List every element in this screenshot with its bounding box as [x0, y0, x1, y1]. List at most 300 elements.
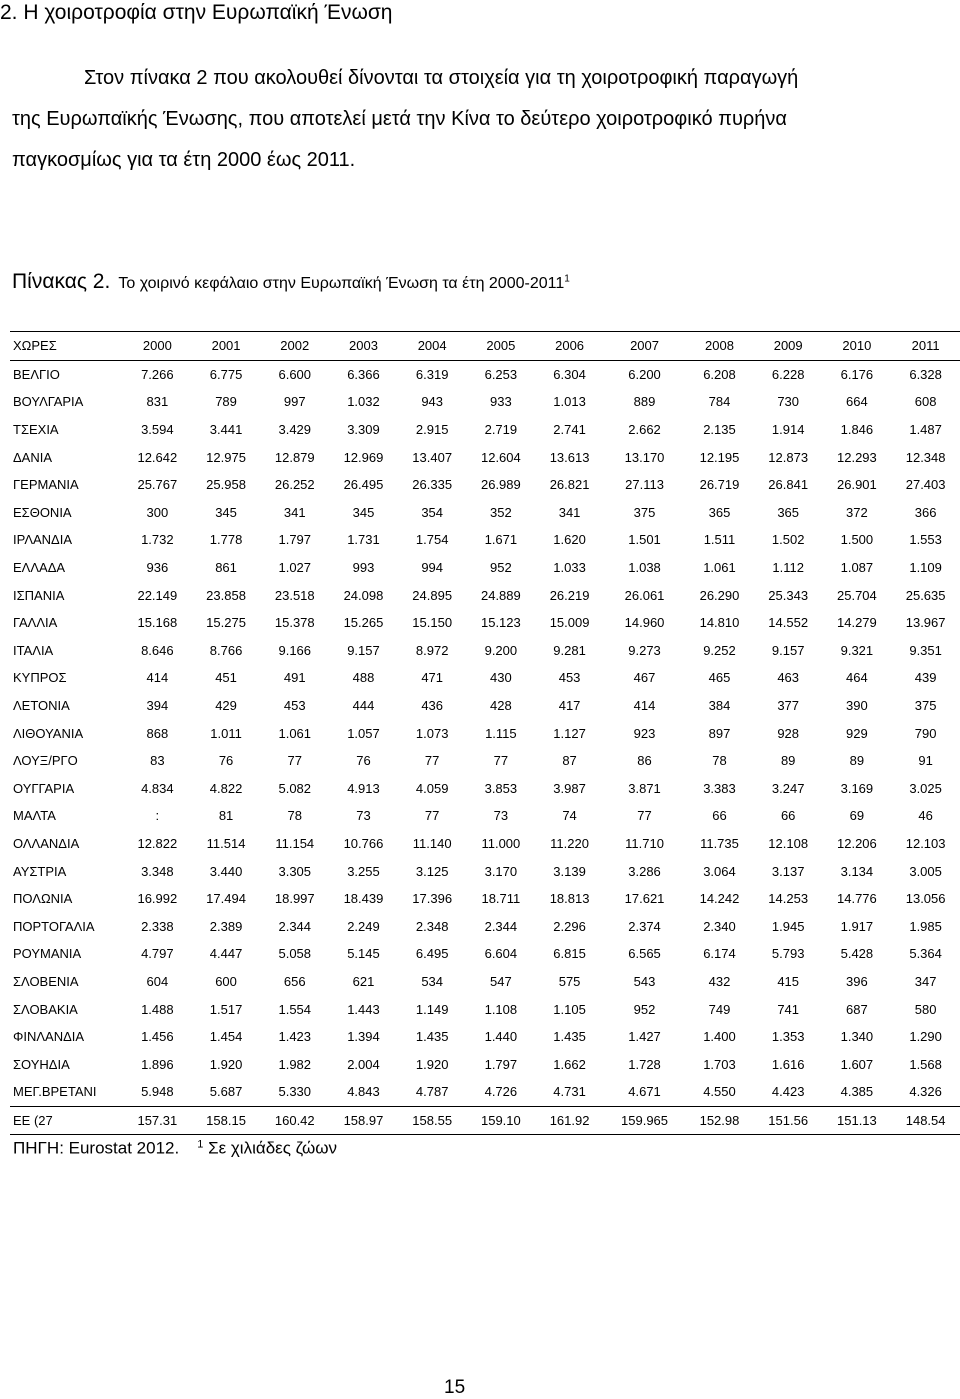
- value-cell: 1.797: [484, 1056, 518, 1072]
- total-row: [10, 1106, 960, 1135]
- value-cell: 1.394: [347, 1029, 380, 1045]
- value-cell: 3.853: [484, 780, 518, 796]
- value-cell: 341: [283, 504, 306, 520]
- value-cell: 26.901: [837, 477, 877, 493]
- value-cell: 1.920: [415, 1056, 449, 1072]
- country-cell: ΑΥΣΤΡΙΑ: [13, 863, 67, 879]
- value-cell: 1.340: [840, 1029, 874, 1045]
- value-cell: 9.157: [771, 642, 805, 658]
- column-header-year: 2002: [260, 332, 329, 361]
- country-cell: ΒΟΥΛΓΑΡΙΑ: [13, 394, 84, 410]
- value-cell: 547: [490, 973, 512, 989]
- table-row: [10, 1050, 960, 1078]
- value-cell: 534: [421, 973, 444, 989]
- value-cell: 2.915: [415, 422, 449, 438]
- value-cell: 83: [150, 753, 165, 769]
- value-cell: 4.822: [209, 780, 243, 796]
- value-cell: 1.112: [772, 560, 804, 576]
- value-cell: 4.843: [347, 1084, 380, 1100]
- value-cell: 439: [914, 670, 937, 686]
- value-cell: 365: [708, 504, 731, 520]
- value-cell: 23.518: [274, 587, 315, 603]
- total-value-cell: 157.31: [123, 1106, 192, 1135]
- value-cell: 6.495: [415, 946, 449, 962]
- value-cell: 6.328: [909, 366, 942, 382]
- total-value-cell: 158.55: [398, 1106, 467, 1135]
- intro-line: παγκοσμίως για τα έτη 2000 έως 2011.: [12, 149, 356, 171]
- value-cell: 77: [493, 753, 509, 769]
- value-cell: 26.989: [480, 477, 521, 493]
- value-cell: 372: [846, 504, 868, 520]
- total-value-cell: 160.42: [260, 1106, 329, 1135]
- intro-line: Στον πίνακα 2 που ακολουθεί δίνονται τα στοιχεία για τη χοιροτροφική παραγωγή: [84, 67, 799, 89]
- value-cell: 1.754: [415, 532, 449, 548]
- value-cell: 417: [558, 698, 581, 714]
- column-header-year: 2000: [123, 332, 192, 361]
- value-cell: 78: [287, 808, 302, 824]
- value-cell: 74: [562, 808, 577, 824]
- value-cell: 8.766: [209, 642, 243, 658]
- total-value-cell: 159.965: [604, 1106, 685, 1135]
- value-cell: 12.195: [699, 449, 740, 465]
- value-cell: 4.385: [840, 1084, 874, 1100]
- value-cell: 26.061: [624, 587, 665, 603]
- total-value-cell: 159.10: [467, 1106, 536, 1135]
- table-row: [10, 360, 960, 388]
- value-cell: 749: [708, 1001, 731, 1017]
- value-cell: 13.407: [412, 449, 453, 465]
- country-cell: ΜΕΓ.ΒΡΕΤΑΝΙ: [13, 1084, 97, 1100]
- value-cell: 1.353: [771, 1029, 805, 1045]
- total-value-cell: 152.98: [685, 1106, 754, 1135]
- value-cell: 2.348: [415, 918, 449, 934]
- value-cell: 15.168: [137, 615, 178, 631]
- page-number: 15: [444, 1377, 466, 1398]
- total-value-cell: 158.97: [329, 1106, 398, 1135]
- value-cell: 24.889: [480, 587, 521, 603]
- table-header-row: [10, 332, 960, 361]
- value-cell: 428: [490, 698, 512, 714]
- value-cell: 66: [780, 808, 796, 824]
- value-cell: 345: [352, 504, 375, 520]
- total-value-cell: 161.92: [535, 1106, 604, 1135]
- country-cell: ΕΛΛΑΔΑ: [13, 560, 66, 576]
- value-cell: 15.265: [343, 615, 384, 631]
- intro-paragraph: [12, 58, 912, 181]
- value-cell: 463: [777, 670, 800, 686]
- table-row: [10, 775, 960, 803]
- value-cell: 25.958: [206, 477, 246, 493]
- value-cell: 4.913: [347, 780, 380, 796]
- value-cell: 66: [712, 808, 727, 824]
- value-cell: 2.338: [141, 918, 174, 934]
- column-header-year: 2011: [891, 332, 960, 361]
- country-cell: ΚΥΠΡΟΣ: [13, 670, 67, 686]
- value-cell: 3.383: [703, 780, 736, 796]
- value-cell: 12.206: [837, 835, 877, 851]
- value-cell: 15.123: [480, 615, 521, 631]
- country-cell: ΕΣΘΟΝΙΑ: [13, 504, 72, 520]
- value-cell: 9.351: [909, 642, 942, 658]
- value-cell: 3.247: [771, 780, 805, 796]
- value-cell: 664: [846, 394, 868, 410]
- value-cell: 488: [352, 670, 375, 686]
- value-cell: 784: [708, 394, 731, 410]
- value-cell: 384: [708, 698, 731, 714]
- value-cell: 15.150: [412, 615, 453, 631]
- table-row: [10, 692, 960, 720]
- value-cell: 14.279: [837, 615, 877, 631]
- table-row: [10, 968, 960, 996]
- value-cell: 994: [421, 560, 444, 576]
- value-cell: 352: [490, 504, 512, 520]
- value-cell: 1.607: [840, 1056, 874, 1072]
- value-cell: 6.176: [840, 366, 874, 382]
- value-cell: 5.145: [347, 946, 380, 962]
- value-cell: 1.487: [909, 422, 942, 438]
- value-cell: 6.604: [484, 946, 518, 962]
- value-cell: 1.427: [628, 1029, 661, 1045]
- value-cell: 5.330: [278, 1084, 312, 1100]
- value-cell: 13.967: [905, 615, 946, 631]
- value-cell: 453: [558, 670, 581, 686]
- value-cell: 1.290: [909, 1029, 942, 1045]
- country-cell: ΟΛΛΑΝΔΙΑ: [13, 835, 80, 851]
- value-cell: 23.858: [206, 587, 246, 603]
- value-cell: 2.344: [278, 918, 312, 934]
- value-cell: 1.400: [703, 1029, 736, 1045]
- value-cell: 1.945: [771, 918, 805, 934]
- value-cell: 73: [356, 808, 371, 824]
- total-value-cell: 158.15: [192, 1106, 261, 1135]
- value-cell: 923: [633, 725, 656, 741]
- value-cell: 1.985: [909, 918, 942, 934]
- value-cell: 9.281: [553, 642, 586, 658]
- value-cell: 24.098: [343, 587, 384, 603]
- value-cell: 6.600: [278, 366, 312, 382]
- value-cell: 9.321: [840, 642, 874, 658]
- value-cell: 26.841: [768, 477, 809, 493]
- value-cell: 1.033: [553, 560, 586, 576]
- value-cell: 656: [283, 973, 306, 989]
- value-cell: 3.987: [553, 780, 586, 796]
- value-cell: 1.568: [909, 1056, 942, 1072]
- value-cell: 396: [846, 973, 868, 989]
- value-cell: 3.348: [141, 863, 174, 879]
- value-cell: 27.403: [905, 477, 946, 493]
- value-cell: 2.719: [484, 422, 518, 438]
- value-cell: 1.087: [840, 560, 874, 576]
- value-cell: 11.735: [700, 835, 739, 851]
- value-cell: 26.290: [699, 587, 740, 603]
- total-value-cell: 151.13: [823, 1106, 892, 1135]
- pig-population-table: [10, 331, 960, 1135]
- value-cell: 432: [708, 973, 731, 989]
- value-cell: 366: [914, 504, 937, 520]
- value-cell: 25.767: [137, 477, 178, 493]
- value-cell: 89: [849, 753, 865, 769]
- country-cell: ΙΣΠΑΝΙΑ: [13, 587, 65, 603]
- value-cell: 464: [846, 670, 868, 686]
- value-cell: 1.554: [278, 1001, 312, 1017]
- value-cell: 1.057: [347, 725, 380, 741]
- value-cell: 3.305: [278, 863, 312, 879]
- column-header-year: 2003: [329, 332, 398, 361]
- value-cell: 26.719: [699, 477, 740, 493]
- value-cell: 24.895: [412, 587, 453, 603]
- intro-line: της Ευρωπαϊκής Ένωσης, που αποτελεί μετά την Κίνα το δεύτερο χοιροτροφικό πυρήνα: [12, 108, 787, 130]
- table-row: [10, 995, 960, 1023]
- value-cell: 3.255: [347, 863, 380, 879]
- footnote-mark: 1: [564, 273, 570, 285]
- value-cell: 345: [215, 504, 237, 520]
- value-cell: 952: [490, 560, 512, 576]
- value-cell: 26.335: [412, 477, 453, 493]
- value-cell: 4.726: [484, 1084, 518, 1100]
- value-cell: 300: [146, 504, 169, 520]
- value-cell: 2.296: [553, 918, 586, 934]
- value-cell: 1.914: [771, 422, 805, 438]
- value-cell: 12.293: [837, 449, 877, 465]
- value-cell: 2.344: [484, 918, 518, 934]
- value-cell: 1.703: [703, 1056, 736, 1072]
- table-row: [10, 443, 960, 471]
- value-cell: 46: [918, 808, 933, 824]
- value-cell: 608: [914, 394, 937, 410]
- value-cell: 5.793: [771, 946, 805, 962]
- value-cell: 17.494: [206, 891, 246, 907]
- value-cell: 14.253: [768, 891, 809, 907]
- value-cell: 26.495: [343, 477, 384, 493]
- value-cell: 790: [914, 725, 937, 741]
- value-cell: 2.004: [347, 1056, 380, 1072]
- country-cell: ΟΥΓΓΑΡΙΑ: [13, 780, 75, 796]
- country-cell: ΣΛΟΒΑΚΙΑ: [13, 1001, 78, 1017]
- value-cell: 77: [637, 808, 652, 824]
- column-header-year: 2005: [467, 332, 536, 361]
- value-cell: 928: [777, 725, 800, 741]
- value-cell: 1.127: [553, 725, 586, 741]
- value-cell: 2.662: [628, 422, 661, 438]
- table-row: [10, 940, 960, 968]
- value-cell: 687: [846, 1001, 868, 1017]
- value-cell: 1.027: [278, 560, 312, 576]
- value-cell: 10.766: [343, 835, 384, 851]
- value-cell: 365: [777, 504, 800, 520]
- value-cell: 377: [777, 698, 800, 714]
- table-row: [10, 1078, 960, 1106]
- value-cell: 4.731: [553, 1084, 586, 1100]
- value-cell: 89: [780, 753, 796, 769]
- value-cell: 9.200: [484, 642, 518, 658]
- value-cell: 3.025: [909, 780, 942, 796]
- value-cell: 730: [777, 394, 800, 410]
- value-cell: 4.550: [703, 1084, 736, 1100]
- value-cell: 1.732: [141, 532, 174, 548]
- value-cell: 76: [356, 753, 371, 769]
- value-cell: 4.447: [209, 946, 243, 962]
- value-cell: 1.149: [415, 1001, 449, 1017]
- value-cell: 1.500: [840, 532, 874, 548]
- value-cell: 4.059: [415, 780, 449, 796]
- value-cell: 81: [218, 808, 234, 824]
- value-cell: 414: [633, 698, 656, 714]
- value-cell: 1.846: [840, 422, 874, 438]
- total-value-cell: 148.54: [891, 1106, 960, 1135]
- value-cell: 1.662: [553, 1056, 586, 1072]
- value-cell: 12.969: [343, 449, 384, 465]
- value-cell: 621: [352, 973, 375, 989]
- value-cell: 1.440: [484, 1029, 518, 1045]
- value-cell: 73: [493, 808, 509, 824]
- value-cell: 429: [215, 698, 237, 714]
- country-cell: ΦΙΝΛΑΝΔΙΑ: [13, 1029, 85, 1045]
- value-cell: 471: [421, 670, 444, 686]
- value-cell: 11.000: [481, 835, 521, 851]
- value-cell: 77: [287, 753, 302, 769]
- value-cell: 18.813: [549, 891, 590, 907]
- value-cell: 1.778: [209, 532, 243, 548]
- value-cell: 1.435: [553, 1029, 586, 1045]
- value-cell: 1.671: [484, 532, 518, 548]
- value-cell: 14.776: [837, 891, 877, 907]
- footnote-mark: 1: [197, 1138, 204, 1150]
- value-cell: 6.208: [703, 366, 736, 382]
- value-cell: 861: [215, 560, 237, 576]
- table-row: [10, 499, 960, 527]
- table-row: [10, 388, 960, 416]
- value-cell: 18.711: [481, 891, 521, 907]
- value-cell: 3.005: [909, 863, 942, 879]
- source-text: ΠΗΓΗ: Eurostat 2012.: [13, 1138, 180, 1158]
- value-cell: 1.501: [628, 532, 661, 548]
- value-cell: 18.439: [343, 891, 384, 907]
- value-cell: 26.219: [549, 587, 590, 603]
- value-cell: 26.252: [274, 477, 315, 493]
- value-cell: 1.443: [347, 1001, 380, 1017]
- column-header-year: 2008: [685, 332, 754, 361]
- value-cell: 3.309: [347, 422, 380, 438]
- value-cell: 1.456: [141, 1029, 174, 1045]
- table-row: [10, 719, 960, 747]
- value-cell: 543: [633, 973, 656, 989]
- column-header-year: 2006: [535, 332, 604, 361]
- value-cell: 6.174: [703, 946, 736, 962]
- value-cell: 1.896: [141, 1056, 174, 1072]
- value-cell: 6.366: [347, 366, 380, 382]
- value-cell: 943: [421, 394, 444, 410]
- table-row: [10, 747, 960, 775]
- value-cell: 580: [914, 1001, 937, 1017]
- value-cell: 78: [712, 753, 727, 769]
- value-cell: 3.429: [278, 422, 312, 438]
- value-cell: 491: [283, 670, 306, 686]
- value-cell: 5.364: [909, 946, 942, 962]
- value-cell: 4.787: [415, 1084, 449, 1100]
- value-cell: 1.073: [415, 725, 449, 741]
- table-row: [10, 416, 960, 444]
- value-cell: 1.797: [278, 532, 312, 548]
- value-cell: 6.200: [628, 366, 661, 382]
- value-cell: 1.061: [703, 560, 736, 576]
- value-cell: 3.139: [553, 863, 586, 879]
- value-cell: 1.731: [347, 532, 380, 548]
- value-cell: 15.378: [274, 615, 315, 631]
- value-cell: 5.428: [840, 946, 874, 962]
- value-cell: 9.166: [278, 642, 312, 658]
- value-cell: 3.441: [209, 422, 243, 438]
- country-cell: ΓΕΡΜΑΝΙΑ: [13, 477, 79, 493]
- column-header-year: 2009: [754, 332, 823, 361]
- value-cell: 1.488: [141, 1001, 174, 1017]
- value-cell: 9.252: [703, 642, 736, 658]
- value-cell: 69: [849, 808, 865, 824]
- value-cell: 1.108: [484, 1001, 518, 1017]
- value-cell: 436: [421, 698, 444, 714]
- total-value-cell: 151.56: [754, 1106, 823, 1135]
- value-cell: 1.105: [553, 1001, 586, 1017]
- value-cell: 789: [215, 394, 237, 410]
- table-row: [10, 857, 960, 885]
- value-cell: 453: [283, 698, 306, 714]
- table-caption-title: Το χοιρινό κεφάλαιο στην Ευρωπαϊκή Ένωση τα έτη 2000-2011: [118, 275, 565, 292]
- value-cell: 26.821: [549, 477, 590, 493]
- value-cell: 5.082: [278, 780, 312, 796]
- value-cell: 91: [918, 753, 933, 769]
- value-cell: 18.997: [274, 891, 315, 907]
- value-cell: 86: [637, 753, 652, 769]
- value-cell: 575: [558, 973, 581, 989]
- value-cell: 12.108: [768, 835, 809, 851]
- value-cell: 347: [914, 973, 937, 989]
- country-cell: ΔΑΝΙΑ: [13, 449, 53, 465]
- value-cell: 3.125: [415, 863, 449, 879]
- value-cell: 889: [633, 394, 656, 410]
- value-cell: 17.621: [624, 891, 665, 907]
- value-cell: 1.115: [485, 725, 517, 741]
- value-cell: 14.242: [699, 891, 740, 907]
- country-cell: ΛΕΤΟΝΙΑ: [13, 698, 70, 714]
- value-cell: 11.220: [550, 835, 589, 851]
- value-cell: 1.920: [209, 1056, 243, 1072]
- value-cell: 1.435: [415, 1029, 449, 1045]
- column-header-year: 2001: [192, 332, 261, 361]
- value-cell: 14.960: [624, 615, 665, 631]
- value-cell: 6.304: [553, 366, 586, 382]
- value-cell: 1.982: [278, 1056, 312, 1072]
- value-cell: 341: [558, 504, 581, 520]
- value-cell: 897: [708, 725, 731, 741]
- value-cell: 2.249: [347, 918, 380, 934]
- value-cell: 1.517: [209, 1001, 243, 1017]
- value-cell: 3.134: [840, 863, 874, 879]
- value-cell: 1.109: [909, 560, 942, 576]
- value-cell: 415: [777, 973, 800, 989]
- value-cell: 8.972: [415, 642, 449, 658]
- value-cell: 1.728: [628, 1056, 661, 1072]
- value-cell: 868: [146, 725, 169, 741]
- value-cell: :: [155, 808, 160, 824]
- value-cell: 25.343: [768, 587, 809, 603]
- table-row: [10, 664, 960, 692]
- value-cell: 3.594: [141, 422, 174, 438]
- country-cell: ΛΟΥΞ/ΡΓΟ: [13, 753, 78, 769]
- table-row: [10, 526, 960, 554]
- table-row: [10, 885, 960, 913]
- value-cell: 12.822: [137, 835, 178, 851]
- value-cell: 12.975: [206, 449, 246, 465]
- value-cell: 3.871: [628, 780, 661, 796]
